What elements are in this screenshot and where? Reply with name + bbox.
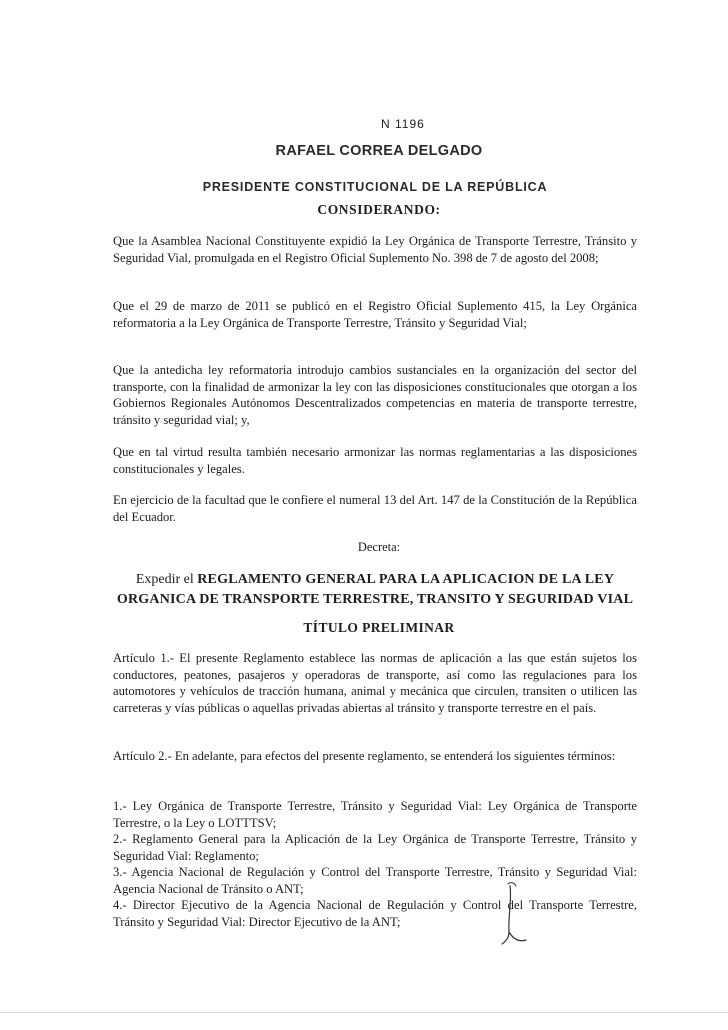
regulation-title-line2: ORGANICA DE TRANSPORTE TERRESTRE, TRANSITO Y SEGURIDAD VIAL (116, 592, 634, 607)
consideration-paragraph-1: Que la Asamblea Nacional Constituyente expidió la Ley Orgánica de Transporte Terrestre, Tránsito y Seguridad Vial, promulgada en el Registro Oficial Suplemento No. 398 de 7 de agosto del 2008; (113, 234, 637, 265)
article-1: Artículo 1.- El presente Reglamento establece las normas de aplicación a las que están sujetos los conductores, peatones, pasajeros y operadoras de transporte, así como las regulaciones para los automotores y vehículos de tracción humana, animal y mecánica que circulen, transiten o utilicen las carreteras y vías públicas o aquellas privadas abiertas al tránsito y transporte terrestre en el país. (113, 651, 637, 715)
office-title: PRESIDENTE CONSTITUCIONAL DE LA REPÚBLICA (202, 180, 548, 194)
article-2: Artículo 2.- En adelante, para efectos del presente reglamento, se entenderá los siguientes términos: (113, 749, 616, 763)
definition-item-1: 1.- Ley Orgánica de Transporte Terrestre, Tránsito y Seguridad Vial: Ley Orgánica de Transporte Terrestre, o la Ley o LOTTTSV; (113, 799, 637, 830)
document-number: N 1196 (381, 117, 425, 131)
president-name: RAFAEL CORREA DELGADO (275, 143, 483, 159)
definition-item-2: 2.- Reglamento General para la Aplicación de la Ley Orgánica de Transporte Terrestre, Tránsito y Seguridad Vial: Reglamento; (113, 832, 637, 863)
titulo-preliminar-heading: TÍTULO PRELIMINAR (303, 620, 455, 635)
consideration-paragraph-2: Que el 29 de marzo de 2011 se publicó en el Registro Oficial Suplemento 415, la Ley Orgánica reformatoria a la Ley Orgánica de Transporte Terrestre, Tránsito y Seguridad Vial; (113, 299, 637, 330)
considerando-heading: CONSIDERANDO: (317, 202, 441, 217)
definition-item-3: 3.- Agencia Nacional de Regulación y Control del Transporte Terrestre, Tránsito y Seguridad Vial: Agencia Nacional de Tránsito o ANT; (113, 865, 637, 896)
consideration-paragraph-4: Que en tal virtud resulta también necesario armonizar las normas reglamentarias a las disposiciones constitucionales y legales. (113, 445, 637, 476)
consideration-paragraph-3: Que la antedicha ley reformatoria introdujo cambios sustanciales en la organización del sector del transporte, con la finalidad de armonizar la ley con las disposiciones constitucionales que otorgan a los Gobiernos Regionales Autónomos Descentralizados competencias en materia de transporte terrestre, tránsito y seguridad vial; y, (113, 363, 637, 427)
decreta-heading: Decreta: (357, 540, 401, 554)
consideration-paragraph-5: En ejercicio de la facultad que le confiere el numeral 13 del Art. 147 de la Constitución de la República del Ecuador. (113, 493, 637, 524)
definitions-list (113, 798, 637, 930)
definition-item-4: 4.- Director Ejecutivo de la Agencia Nacional de Regulación y Control del Transporte Terrestre, Tránsito y Seguridad Vial: Director Ejecutivo de la ANT; (113, 898, 637, 929)
expedir-prefix: Expedir el (135, 572, 198, 587)
initials-signature (496, 880, 532, 950)
page-edge-line (0, 1012, 728, 1013)
expedir-clause (110, 570, 640, 610)
regulation-title-line1: REGLAMENTO GENERAL PARA LA APLICACION DE LA LEY (197, 572, 615, 587)
